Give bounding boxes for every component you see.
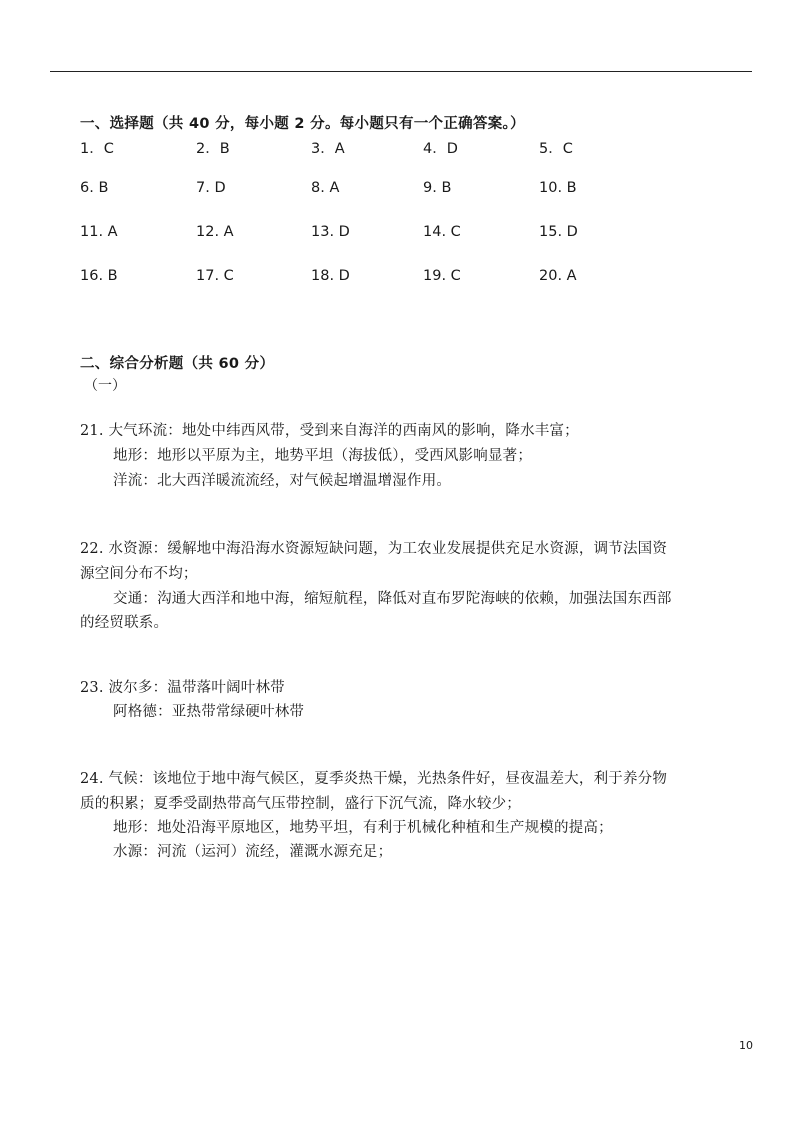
answer-item: 2．B: [196, 141, 230, 157]
answer-item: 3．A: [311, 141, 345, 157]
answer-item: 17. C: [196, 268, 234, 284]
q22-line-3: 交通：沟通大西洋和地中海，缩短航程，降低对直布罗陀海峡的依赖，加强法国东西部: [113, 591, 672, 607]
section-1-title: 一、选择题（共 40 分，每小题 2 分。每小题只有一个正确答案。）: [80, 116, 525, 132]
answer-item: 15. D: [539, 224, 578, 240]
answer-item: 20. A: [539, 268, 577, 284]
answer-item: 11. A: [80, 224, 118, 240]
answer-item: 9. B: [423, 180, 452, 196]
q24-line-1: 24. 气候：该地位于地中海气候区，夏季炎热干燥，光热条件好，昼夜温差大，利于养分物: [80, 771, 668, 787]
answer-item: 14. C: [423, 224, 461, 240]
answer-row: [80, 224, 700, 244]
answer-row: [80, 180, 700, 200]
page-number: 10: [739, 1039, 753, 1052]
q24-line-3: 地形：地处沿海平原地区，地势平坦，有利于机械化种植和生产规模的提高；: [113, 820, 613, 836]
answer-item: 8. A: [311, 180, 340, 196]
header-rule: [50, 71, 752, 72]
answer-item: 10. B: [539, 180, 577, 196]
q21-line-1: 21. 大气环流：地处中纬西风带，受到来自海洋的西南风的影响，降水丰富；: [80, 423, 579, 439]
q22-line-1: 22. 水资源：缓解地中海沿海水资源短缺问题，为工农业发展提供充足水资源，调节法国资: [80, 541, 668, 557]
answer-item: 5．C: [539, 141, 573, 157]
q22-line-2: 源空间分布不均；: [80, 566, 198, 582]
q23-line-2: 阿格德：亚热带常绿硬叶林带: [113, 704, 305, 720]
q23-line-1: 23. 波尔多：温带落叶阔叶林带: [80, 680, 285, 696]
answer-item: 4．D: [423, 141, 458, 157]
q21-line-2: 地形：地形以平原为主，地势平坦（海拔低），受西风影响显著；: [113, 448, 533, 464]
answer-row: [80, 137, 700, 157]
q24-line-4: 水源：河流（运河）流经，灌溉水源充足；: [113, 844, 393, 860]
answer-item: 12. A: [196, 224, 234, 240]
answer-item: 19. C: [423, 268, 461, 284]
answer-item: 7. D: [196, 180, 226, 196]
answer-item: 1．C: [80, 141, 114, 157]
section-2-title: 二、综合分析题（共 60 分）: [80, 356, 275, 372]
q21-line-3: 洋流：北大西洋暖流流经，对气候起增温增湿作用。: [113, 473, 452, 489]
answer-item: 16. B: [80, 268, 118, 284]
q24-line-2: 质的积累；夏季受副热带高气压带控制，盛行下沉气流，降水较少；: [80, 796, 521, 812]
answer-row: [80, 268, 700, 288]
answer-item: 6. B: [80, 180, 109, 196]
answer-item: 18. D: [311, 268, 350, 284]
answer-item: 13. D: [311, 224, 350, 240]
part-label: （一）: [84, 378, 126, 394]
q22-line-4: 的经贸联系。: [80, 615, 169, 631]
